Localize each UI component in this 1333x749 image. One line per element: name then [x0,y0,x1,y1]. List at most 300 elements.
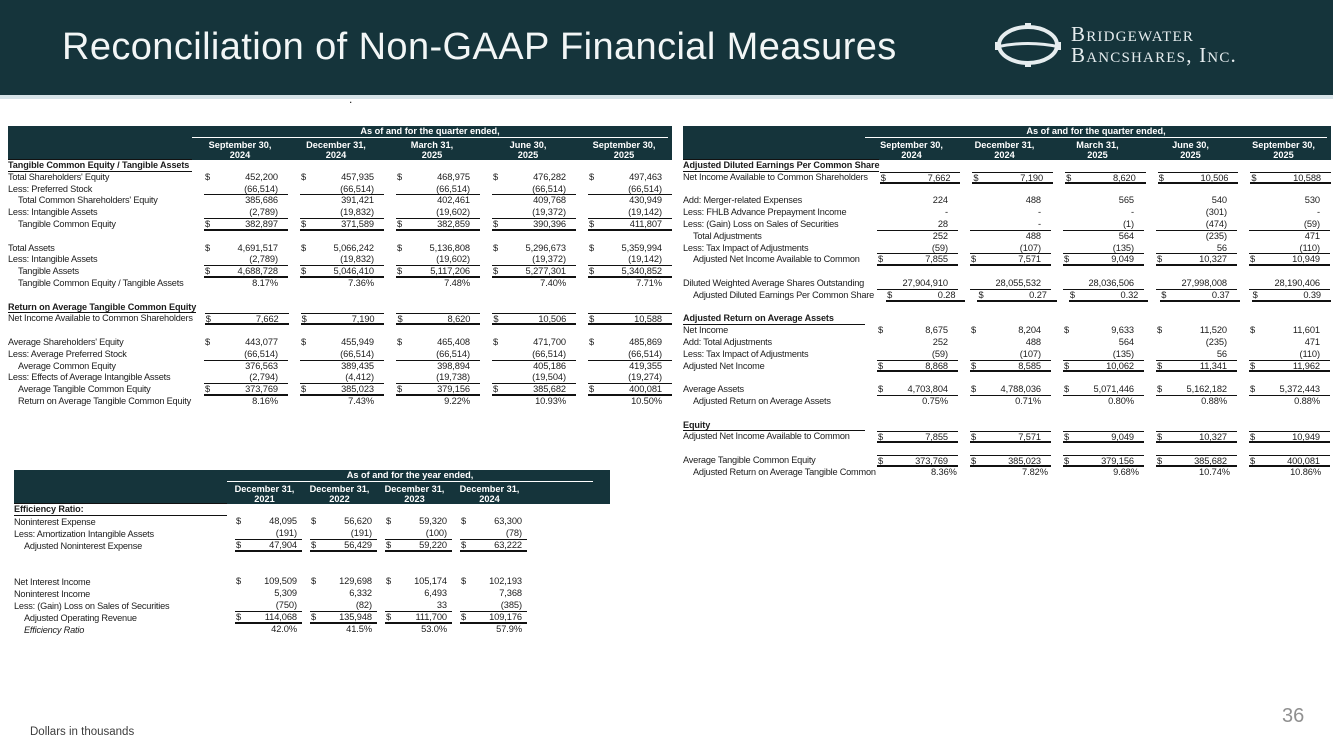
value-cell [492,349,576,361]
section-label: Equity [683,420,865,432]
value: 59,320 [419,516,447,526]
value: 28,036,506 [1088,277,1134,288]
value-cell [970,231,1051,243]
value-cell [1249,195,1330,207]
value-cell [1249,231,1330,243]
value: 56 [1216,242,1227,253]
value-cell [970,325,1051,337]
value-cell [1249,384,1330,396]
bridge-logo-icon [995,22,1061,68]
value-cell [235,588,302,600]
table-row [683,325,1331,337]
table-row [683,420,1331,432]
table-row [683,231,1331,243]
column-header [1237,138,1330,160]
value-cell [1156,207,1237,219]
value-cell [204,219,288,231]
currency-symbol: $ [205,336,211,347]
column-header-year: 2024 [994,150,1015,160]
column-header [576,138,672,160]
value: (19,372) [532,254,566,265]
currency-symbol: $ [205,171,211,182]
value-cell [396,396,480,408]
currency-symbol: $ [397,384,403,395]
value: 10,506 [1200,172,1229,183]
value-cell [1250,172,1331,184]
value: 0.88% [1294,395,1320,406]
value-cell [235,516,302,528]
value-cell [970,195,1051,207]
value: 114,068 [264,612,297,622]
value: (78) [505,528,522,538]
currency-symbol: $ [1064,325,1070,336]
currency-symbol: $ [1069,289,1076,300]
value-cell [1156,243,1237,255]
value: (110) [1299,348,1320,359]
value-cell [588,243,672,255]
value: 7.36% [348,277,374,288]
value: 4,788,036 [1000,384,1041,395]
value-cell [1160,290,1239,302]
value: (135) [1112,242,1134,253]
row-label: Less: Amortization Intangible Assets [14,529,154,539]
yearly-table-efficiency-ratio [14,470,610,636]
column-header-date: September 30, [880,140,943,150]
table-row [14,528,610,540]
value-cell [588,372,672,384]
row-label: Total Shareholders' Equity [8,171,110,182]
column-header-date: June 30, [1172,140,1209,150]
value-cell [1249,396,1330,408]
value: 485,869 [629,336,662,347]
table-row [8,243,672,255]
value-cell [1156,325,1237,337]
row-label: Net Income Available to Common Shareholders [8,313,193,324]
currency-symbol: $ [397,171,403,182]
blank-row [683,408,1331,420]
value: 385,682 [533,384,566,395]
value-cell [300,219,384,231]
value-cell [396,278,480,290]
value-cell [204,361,288,373]
table-row [683,467,1331,479]
table-row [14,612,610,624]
value: (66,514) [340,348,374,359]
value-cell [204,172,288,184]
value: 28 [937,218,948,229]
value-cell [235,540,302,552]
value-cell [492,195,576,207]
value: (235) [1205,230,1227,241]
value-cell [492,372,576,384]
column-header-year: 2025 [421,150,443,160]
value-cell [396,219,480,231]
currency-symbol: $ [397,314,403,325]
currency-symbol: $ [978,289,984,300]
value-cell [1063,254,1144,266]
currency-symbol: $ [461,612,467,622]
column-header-date: September 30, [592,140,656,150]
value: 0.80% [1108,395,1134,406]
value: - [1131,207,1134,218]
value: 4,703,804 [907,384,948,395]
value-cell [1070,467,1149,479]
value-cell [310,528,377,540]
table-period-header: As of and for the quarter ended, [865,126,1327,138]
value-cell [1063,195,1144,207]
value: 0.71% [1015,395,1041,406]
value: 488 [1025,336,1041,347]
value: 4,688,728 [237,266,278,277]
row-label: Adjusted Net Income Available to Common [683,431,850,442]
value-cell [310,600,377,612]
value-cell [396,184,480,196]
value: 468,975 [437,171,470,182]
header-banner [0,0,1333,99]
value-cell [300,266,384,278]
value-cell [970,219,1051,231]
value: 5,277,301 [525,266,566,277]
value: 4,691,517 [237,242,278,253]
value-cell [205,313,289,325]
value-cell [877,243,958,255]
value-cell [300,361,384,373]
value-cell [492,243,576,255]
value: (59) [931,242,948,253]
value: 9,049 [1111,432,1134,443]
table-row [683,313,1331,325]
value-cell [492,184,576,196]
value-cell [396,349,480,361]
currency-symbol: $ [1157,455,1163,466]
value: (191) [350,528,372,538]
blank-row [14,564,610,576]
column-header-year: 2021 [254,494,275,504]
value: 382,859 [437,218,470,229]
table-row [8,184,672,196]
value: (107) [1019,242,1041,253]
value-cell [970,243,1051,255]
currency-symbol: $ [973,172,979,183]
company-name-line2: Bancshares, Inc. [1071,43,1237,67]
value: 7,368 [499,588,522,598]
value: 400,081 [1287,455,1320,466]
value: 28,190,406 [1274,277,1320,288]
value-cell [300,195,384,207]
value: (66,514) [340,183,374,194]
value-cell [492,396,576,408]
value: (59) [931,348,948,359]
row-label: Average Common Equity [18,360,116,371]
currency-symbol: $ [236,516,242,526]
row-label: Adjusted Diluted Earnings Per Common Share [693,289,875,300]
value: 5,071,446 [1093,384,1134,395]
value-cell [588,184,672,196]
currency-symbol: $ [589,242,595,253]
column-header-year: 2024 [325,150,347,160]
row-label: Noninterest Income [14,589,91,599]
table-row [683,254,1331,266]
value: 540 [1211,195,1227,206]
value: 10,588 [634,314,662,325]
column-header [227,482,302,504]
quarterly-table-tangible-common-equity [8,126,672,408]
value: 8,620 [447,314,471,325]
table-row [14,600,610,612]
value-cell [1063,219,1144,231]
footnote: Dollars in thousands [30,726,135,738]
value: 402,461 [437,195,470,206]
value: 7,190 [351,314,375,325]
value: 476,282 [533,171,566,182]
value-cell [492,384,576,396]
value: (2,789) [249,207,278,218]
currency-symbol: $ [971,254,977,265]
value: 59,220 [419,540,447,550]
currency-symbol: $ [493,336,499,347]
blank-row [683,372,1331,384]
value-cell [385,612,452,624]
table-row [683,172,1331,184]
value: (107) [1019,348,1041,359]
value-cell [588,254,672,266]
value: 11,520 [1199,325,1227,336]
table-header [8,126,672,160]
row-label: Less: Tax Impact of Adjustments [683,348,809,359]
value-cell [970,384,1051,396]
value-cell [1249,325,1330,337]
table-row [8,278,672,290]
value: 7,855 [925,254,948,265]
currency-symbol: $ [887,289,893,300]
value-cell [300,349,384,361]
value: 8,868 [925,360,948,371]
value: 9.22% [444,395,470,406]
value-cell [460,612,527,624]
table-header [14,470,610,504]
value: 8,585 [1018,360,1041,371]
column-header-date: December 31, [384,484,445,494]
blank-row [8,231,672,243]
value: 419,355 [629,360,662,371]
currency-symbol: $ [397,218,403,229]
value-cell [1063,361,1144,373]
value: (135) [1112,348,1134,359]
value: 10,949 [1292,432,1320,443]
value-cell [970,361,1051,373]
value-cell [396,337,480,349]
column-header-year: 2025 [517,150,539,160]
row-label: Tangible Common Equity / Tangible Assets [18,277,184,288]
value-cell [300,337,384,349]
value: 457,935 [341,171,374,182]
value-cell [1063,278,1144,290]
currency-symbol: $ [311,576,317,586]
currency-symbol: $ [1158,172,1164,183]
section-label: Tangible Common Equity / Tangible Assets [8,159,192,172]
value: 10,327 [1199,254,1227,265]
column-header [1144,138,1237,160]
value: 6,332 [349,588,372,598]
section-label: Efficiency Ratio: [14,503,227,516]
value-cell [877,195,958,207]
table-row [683,384,1331,396]
value-cell [977,290,1056,302]
value-cell [1156,195,1237,207]
value-cell [235,528,302,540]
value-cell [1156,278,1237,290]
value: 7.43% [348,395,374,406]
value: 382,897 [245,218,278,229]
value-cell [877,337,958,349]
value: - [945,207,948,218]
currency-symbol: $ [1157,325,1163,336]
currency-symbol: $ [1066,172,1072,183]
column-header [452,482,527,504]
column-header-date: September 30, [1252,140,1315,150]
value-cell [1249,337,1330,349]
value: 390,396 [533,218,566,229]
value-cell [385,528,452,540]
value-cell [310,588,377,600]
value-cell [204,337,288,349]
value: - [1038,218,1041,229]
currency-symbol: $ [386,540,392,550]
table-row [8,254,672,266]
value-cell [588,207,672,219]
currency-symbol: $ [386,612,392,622]
value-cell [970,349,1051,361]
table-row [8,384,672,396]
currency-symbol: $ [1252,289,1258,300]
row-label: Net Income Available to Common Shareholders [683,171,868,182]
value-cell [204,278,288,290]
value: 398,894 [437,360,470,371]
value-cell [877,278,958,290]
value: 56 [1216,348,1227,359]
row-label: Less: (Gain) Loss on Sales of Securities [14,601,170,611]
value: 8,620 [1112,172,1136,183]
value: 48,095 [269,516,297,526]
value: (2,794) [249,372,278,383]
table-row [14,576,610,588]
value-cell [1156,431,1237,443]
value-cell [1249,431,1330,443]
value-cell [204,266,288,278]
value: (66,514) [244,183,278,194]
row-label: Less: Tax Impact of Adjustments [683,242,809,253]
table-row [8,302,672,314]
currency-symbol: $ [205,242,211,253]
value-cell [880,172,961,184]
currency-symbol: $ [493,171,499,182]
row-label: Add: Merger-related Expenses [683,195,803,206]
value-cell [1156,396,1237,408]
value-cell [300,372,384,384]
value-cell [460,600,527,612]
value: (59) [1303,218,1320,229]
value-cell [1063,455,1144,467]
value: 10.50% [631,395,662,406]
row-label: Tangible Common Equity [18,218,116,229]
value-cell [588,219,672,231]
value-cell [300,243,384,255]
currency-symbol: $ [1064,360,1070,371]
value: 7.71% [636,277,662,288]
currency-symbol: $ [205,314,211,325]
column-header-year: 2025 [1180,150,1201,160]
value: (19,832) [340,254,374,265]
blank-row [683,266,1331,278]
row-label: Total Assets [8,242,55,253]
table-row [8,372,672,384]
row-label: Tangible Assets [18,266,79,277]
value: 129,698 [339,576,372,586]
value-cell [204,207,288,219]
page-title: Reconciliation of Non-GAAP Financial Measures [62,26,897,68]
value-cell [886,290,965,302]
page-number: 36 [1282,705,1305,727]
row-label: Efficiency Ratio [24,625,85,635]
row-label: Adjusted Net Income Available to Common [693,254,860,265]
value-cell [300,207,384,219]
row-label: Average Tangible Common Equity [18,384,151,395]
value-cell [1249,207,1330,219]
value: 105,174 [414,576,447,586]
value-cell [1065,172,1146,184]
value: 373,769 [245,384,278,395]
currency-symbol: $ [236,612,242,622]
table-row [8,160,672,172]
currency-symbol: $ [1064,455,1070,466]
value-cell [310,576,377,588]
row-label: Total Adjustments [693,230,762,241]
column-header [1051,138,1144,160]
value: 8,204 [1018,325,1041,336]
value: 0.75% [922,395,948,406]
column-header-year: 2023 [404,494,425,504]
column-header-year: 2025 [1087,150,1108,160]
value-cell [1063,384,1144,396]
value: (19,602) [436,207,470,218]
row-label: Adjusted Noninterest Expense [24,541,142,551]
currency-symbol: $ [878,254,884,265]
currency-symbol: $ [971,455,977,466]
value-cell [492,254,576,266]
table-header [683,126,1331,160]
value-cell [396,254,480,266]
currency-symbol: $ [1250,254,1256,265]
value-cell [492,207,576,219]
value: 28,055,532 [995,277,1041,288]
value-cell [588,266,672,278]
value: 10.74% [1199,466,1230,477]
company-name [1071,24,1237,66]
currency-symbol: $ [1250,360,1256,371]
value: 56,429 [344,540,372,550]
value-cell [1158,172,1239,184]
value: 6,493 [424,588,447,598]
currency-symbol: $ [301,314,307,325]
value: 564 [1118,230,1134,241]
value: 11,962 [1292,360,1320,371]
value-cell [460,576,527,588]
value-cell [396,313,480,325]
value: 8.36% [930,466,957,477]
value: 10.93% [535,395,566,406]
currency-symbol: $ [1251,172,1257,183]
value-cell [1063,207,1144,219]
